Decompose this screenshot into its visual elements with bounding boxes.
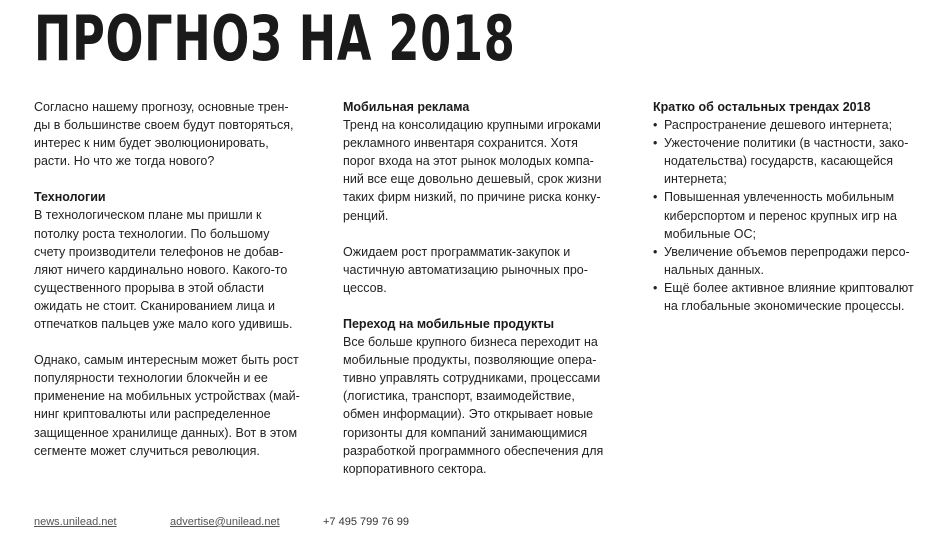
list-item-text: Распространение дешевого интернета; <box>664 118 893 133</box>
technology-heading: Технологии <box>34 190 106 205</box>
page-title: ПРОГНОЗ НА 2018 <box>34 2 516 75</box>
bullet-icon: • <box>653 190 658 205</box>
column-mobile <box>343 98 625 478</box>
mobile-transition-heading: Переход на мобильные продукты <box>343 316 554 331</box>
intro-paragraph: Согласно нашему прогнозу, основные трен- ды в большинстве своем будут повторяться, интерес к ним будет эволюционировать, расти. Но что же тогда нового? <box>34 100 294 169</box>
bullet-icon: • <box>653 280 658 295</box>
spacer <box>34 333 312 351</box>
list-item-text: Повышенная увлеченность мобильным киберспортом и перенос крупных игр на мобильные ОС; <box>664 190 898 241</box>
list-item <box>653 243 933 279</box>
list-item <box>653 279 933 315</box>
advertise-email-link[interactable]: advertise@unilead.net <box>170 516 280 528</box>
list-item <box>653 116 933 134</box>
column-intro-technology <box>34 98 312 460</box>
technology-paragraph: В технологическом плане мы пришли к потолку роста технологии. По большому счету производители телефонов не добав- ляют ничего кардинально нового. Какого-то существенного прорыва в этой области ожидать не стоит. Сканированием лица и отпечатков пальцев уже мало кого удивишь. <box>34 208 293 332</box>
programmatic-paragraph: Ожидаем рост программатик-закупок и частичную автоматизацию рыночных про- цессов. <box>343 244 588 295</box>
list-item-text: Увеличение объемов перепродажи персо- нальных данных. <box>664 244 910 277</box>
mobile-ads-paragraph: Тренд на консолидацию крупными игроками рекламного инвентаря сохранится. Хотя порог входа на этот рынок молодых компа- ний все еще довольно дешевый, срок жизни таких фирм низкий, по причине риска конку- ренций. <box>343 118 602 223</box>
spacer <box>34 170 312 188</box>
mobile-transition-paragraph: Все больше крупного бизнеса переходит на мобильные продукты, позволяющие опера- тивно управлять сотрудниками, процессами (логистика, транспорт, взаимодействие, обмен информации). Это открывает новые горизонты для компаний занимающимися разработкой программного обеспечения для корпоративного сектора. <box>343 335 604 476</box>
bullet-icon: • <box>653 136 658 151</box>
spacer <box>343 225 625 243</box>
list-item <box>653 134 933 188</box>
mobile-ads-heading: Мобильная реклама <box>343 100 470 114</box>
other-trends-heading: Кратко об остальных трендах 2018 <box>653 100 871 114</box>
bullet-icon: • <box>653 118 658 133</box>
blockchain-paragraph: Однако, самым интересным может быть рост популярности технологии блокчейн и ее применение на мобильных устройствах (май- нинг криптовалюты или распределенное защищенное хранилище данных). Вот в этом сегменте может случиться революция. <box>34 353 300 458</box>
phone-number: +7 495 799 76 99 <box>323 516 409 528</box>
spacer <box>343 297 625 315</box>
trends-list <box>653 116 933 315</box>
list-item <box>653 188 933 242</box>
list-item-text: Ужесточение политики (в частности, зако- нодательства) государств, касающейся интернета; <box>664 136 909 187</box>
column-other-trends <box>653 98 933 315</box>
news-link[interactable]: news.unilead.net <box>34 516 117 528</box>
bullet-icon: • <box>653 244 658 259</box>
list-item-text: Ещё более активное влияние криптовалют на глобальные экономические процессы. <box>664 280 914 314</box>
